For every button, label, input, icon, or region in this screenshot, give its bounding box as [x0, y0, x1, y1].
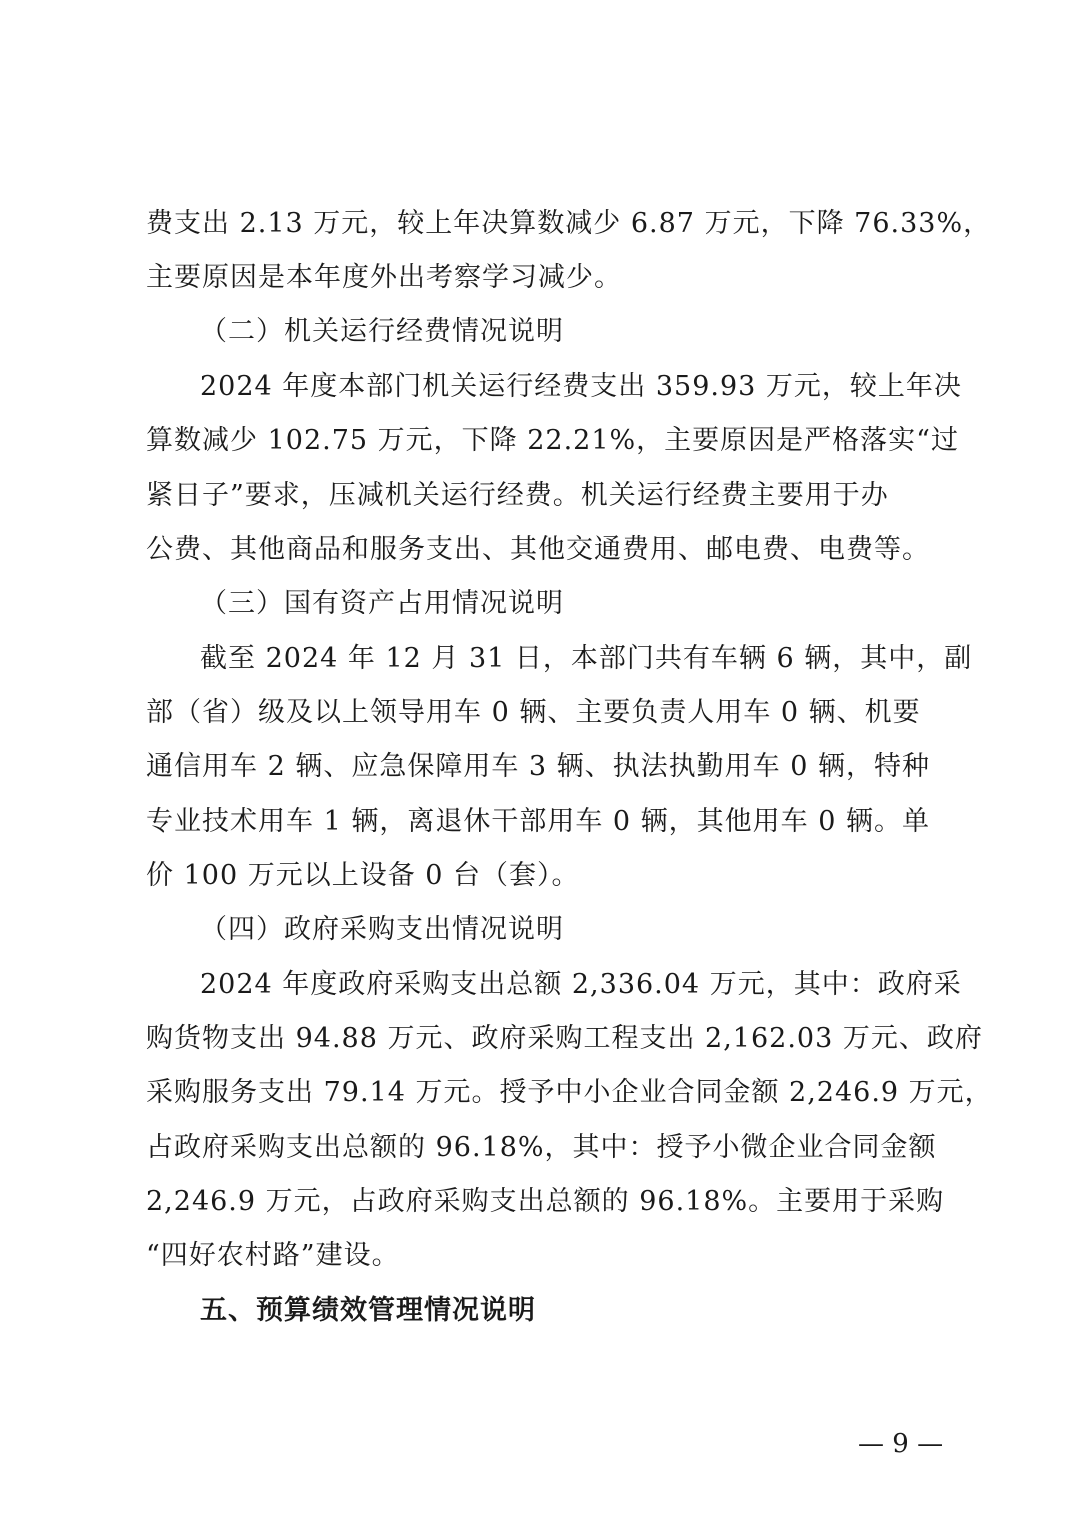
- page-number: — 9 —: [858, 1429, 944, 1459]
- body-text-line: 专业技术用车 1 辆，离退休干部用车 0 辆，其他用车 0 辆。单: [146, 806, 931, 837]
- body-text-line: 购货物支出 94.88 万元、政府采购工程支出 2,162.03 万元、政府: [146, 1023, 983, 1054]
- body-text-line: 占政府采购支出总额的 96.18%，其中：授予小微企业合同金额: [146, 1132, 937, 1163]
- body-text-line: 主要原因是本年度外出考察学习减少。: [146, 262, 622, 293]
- body-text-line: 采购服务支出 79.14 万元。授予中小企业合同金额 2,246.9 万元，: [146, 1077, 993, 1108]
- main-section-heading: 五、预算绩效管理情况说明: [200, 1295, 536, 1326]
- body-text-line: 截至 2024 年 12 月 31 日，本部门共有车辆 6 辆，其中，副: [200, 643, 973, 674]
- body-text-line: 公费、其他商品和服务支出、其他交通费用、邮电费、电费等。: [146, 534, 930, 565]
- body-text-line: 费支出 2.13 万元，较上年决算数减少 6.87 万元，下降 76.33%，: [146, 208, 992, 239]
- body-text-line: 2024 年度本部门机关运行经费支出 359.93 万元，较上年决: [200, 371, 962, 402]
- section-heading: （四）政府采购支出情况说明: [200, 914, 564, 945]
- body-text-line: 通信用车 2 辆、应急保障用车 3 辆、执法执勤用车 0 辆，特种: [146, 751, 931, 782]
- body-text-line: 2024 年度政府采购支出总额 2,336.04 万元，其中：政府采: [200, 969, 962, 1000]
- body-text-line: “四好农村路”建设。: [146, 1240, 400, 1271]
- body-text-line: 算数减少 102.75 万元，下降 22.21%，主要原因是严格落实“过: [146, 425, 959, 456]
- section-heading: （二）机关运行经费情况说明: [200, 316, 564, 347]
- body-text-line: 价 100 万元以上设备 0 台（套）。: [146, 860, 580, 891]
- body-text-line: 部（省）级及以上领导用车 0 辆、主要负责人用车 0 辆、机要: [146, 697, 921, 728]
- body-text-line: 2,246.9 万元，占政府采购支出总额的 96.18%。主要用于采购: [146, 1186, 945, 1217]
- body-text-line: 紧日子”要求，压减机关运行经费。机关运行经费主要用于办: [146, 480, 889, 511]
- section-heading: （三）国有资产占用情况说明: [200, 588, 564, 619]
